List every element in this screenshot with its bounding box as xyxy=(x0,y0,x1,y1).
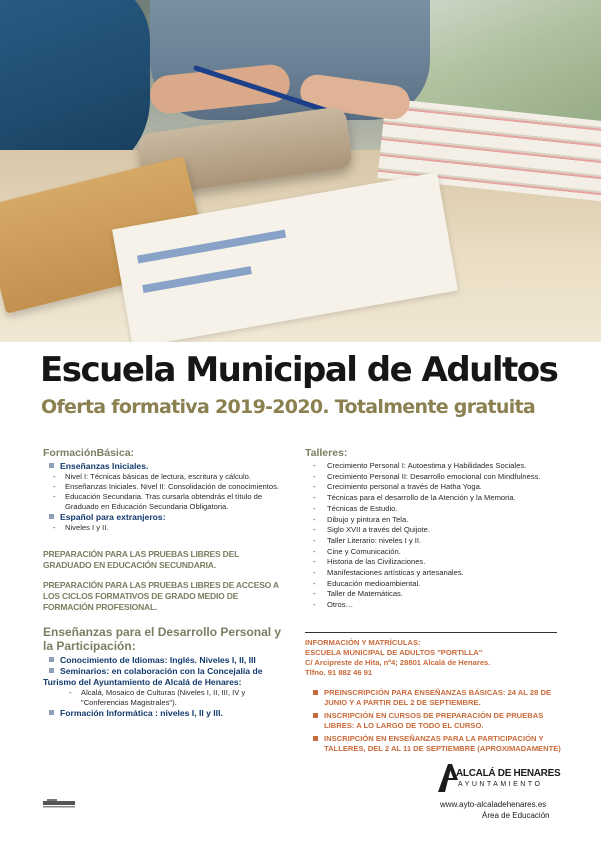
note-item: PREINSCRIPCIÓN PARA ENSEÑANZAS BÁSICAS: 24 AL 28 DE JUNIO Y A PARTIR DEL 2 DE SEPTIEMBRE. xyxy=(313,688,563,708)
list-item: - Educación Secundaria. Tras cursarla obtendrás el título de Graduado en Educación Secundaria Obligatoria. xyxy=(53,492,288,512)
page-title: Escuela Municipal de Adultos xyxy=(40,350,558,390)
taller-item: - Técnicas para el desarrollo de la Atención y la Memoria. xyxy=(313,493,567,504)
info-block xyxy=(305,638,567,678)
taller-item: - Taller de Matemáticas. xyxy=(313,589,567,600)
seminarios-list xyxy=(43,688,288,708)
note-item: INSCRIPCIÓN EN ENSEÑANZAS PARA LA PARTICIPACIÓN Y TALLERES, DEL 2 AL 11 DE SEPTIEMBRE (APROXIMADAMENTE) xyxy=(313,734,563,754)
info-school: ESCUELA MUNICIPAL DE ADULTOS "PORTILLA" xyxy=(305,648,483,657)
desarrollo-heading: Enseñanzas para el Desarrollo Personal y la Participación: xyxy=(43,625,282,653)
hero-photo xyxy=(0,0,601,342)
basica-heading: FormaciónBásica: xyxy=(43,447,135,459)
taller-item: - Otros… xyxy=(313,600,567,611)
taller-item: - Siglo XVII a través del Quijote. xyxy=(313,525,567,536)
taller-item: - Taller Literario: niveles I y II. xyxy=(313,536,567,547)
list-item: - Enseñanzas Iniciales. Nivel II: Consolidación de conocimientos. xyxy=(53,482,288,492)
info-phone: Tlfno. 91 882 46 91 xyxy=(305,668,373,677)
taller-item: - Educación medioambiental. xyxy=(313,579,567,590)
taller-item: - Crecimiento Personal I: Autoestima y Habilidades Sociales. xyxy=(313,461,567,472)
stamp-logo-icon xyxy=(43,799,75,811)
info-heading: INFORMACIÓN Y MATRÍCULAS: xyxy=(305,638,421,647)
taller-item: - Crecimiento personal a través de Hatha Yoga. xyxy=(313,482,567,493)
prep-graduado: PREPARACIÓN PARA LAS PRUEBAS LIBRES DEL GRADUADO EN EDUCACIÓN SECUNDARIA. xyxy=(43,549,239,570)
list-item: - Alcalá, Mosaico de Culturas (Niveles I, II, III, IV y "Conferencias Magistrales"). xyxy=(69,688,288,708)
website-link[interactable]: www.ayto-alcaladehenares.es xyxy=(440,800,547,809)
talleres-heading: Talleres: xyxy=(305,447,348,459)
taller-item: - Dibujo y pintura en Tela. xyxy=(313,515,567,526)
iniciales-label: Enseñanzas Iniciales. xyxy=(43,461,288,472)
taller-item: - Cine y Comunicación. xyxy=(313,547,567,558)
iniciales-list xyxy=(43,472,288,512)
prep-ciclos: PREPARACIÓN PARA LAS PRUEBAS LIBRES DE ACCESO A LOS CICLOS FORMATIVOS DE GRADO MEDIO DE FORMACIÓN PROFESIONAL. xyxy=(43,580,279,612)
seminarios-label: Seminarios: en colaboración con la Concejalía de Turismo del Ayuntamiento de Alcalá de Henares: xyxy=(43,666,288,688)
area-label: Área de Educación xyxy=(482,811,550,820)
espanol-label: Español para extranjeros: xyxy=(43,512,288,523)
taller-item: - Técnicas de Estudio. xyxy=(313,504,567,515)
note-item: INSCRIPCIÓN EN CURSOS DE PREPARACIÓN DE PRUEBAS LIBRES: A LO LARGO DE TODO EL CURSO. xyxy=(313,711,563,731)
right-column xyxy=(305,447,567,611)
talleres-list xyxy=(305,461,567,611)
divider xyxy=(305,632,557,633)
logo-name: ALCALÁ DE HENARES xyxy=(456,768,561,779)
info-address: C/ Arcipreste de Hita, nº4; 28801 Alcalá de Henares. xyxy=(305,658,491,667)
list-item: - Nivel I: Técnicas básicas de lectura, escritura y cálculo. xyxy=(53,472,288,482)
list-item: - Niveles I y II. xyxy=(53,523,288,533)
alcala-logo xyxy=(436,762,566,794)
enrollment-notes xyxy=(313,688,563,757)
logo-sub: AYUNTAMIENTO xyxy=(458,781,543,788)
informatica-label: Formación Informática : niveles I, II y III. xyxy=(43,708,288,719)
espanol-list xyxy=(43,523,288,533)
left-column xyxy=(43,447,288,719)
taller-item: - Crecimiento Personal II: Desarrollo emocional con Mindfulness. xyxy=(313,472,567,483)
taller-item: - Historia de las Civilizaciones. xyxy=(313,557,567,568)
taller-item: - Manifestaciones artísticas y artesanales. xyxy=(313,568,567,579)
page-subtitle: Oferta formativa 2019-2020. Totalmente gratuita xyxy=(41,396,536,418)
idiomas-label: Conocimiento de Idiomas: Inglés. Niveles I, II, III xyxy=(43,655,288,666)
